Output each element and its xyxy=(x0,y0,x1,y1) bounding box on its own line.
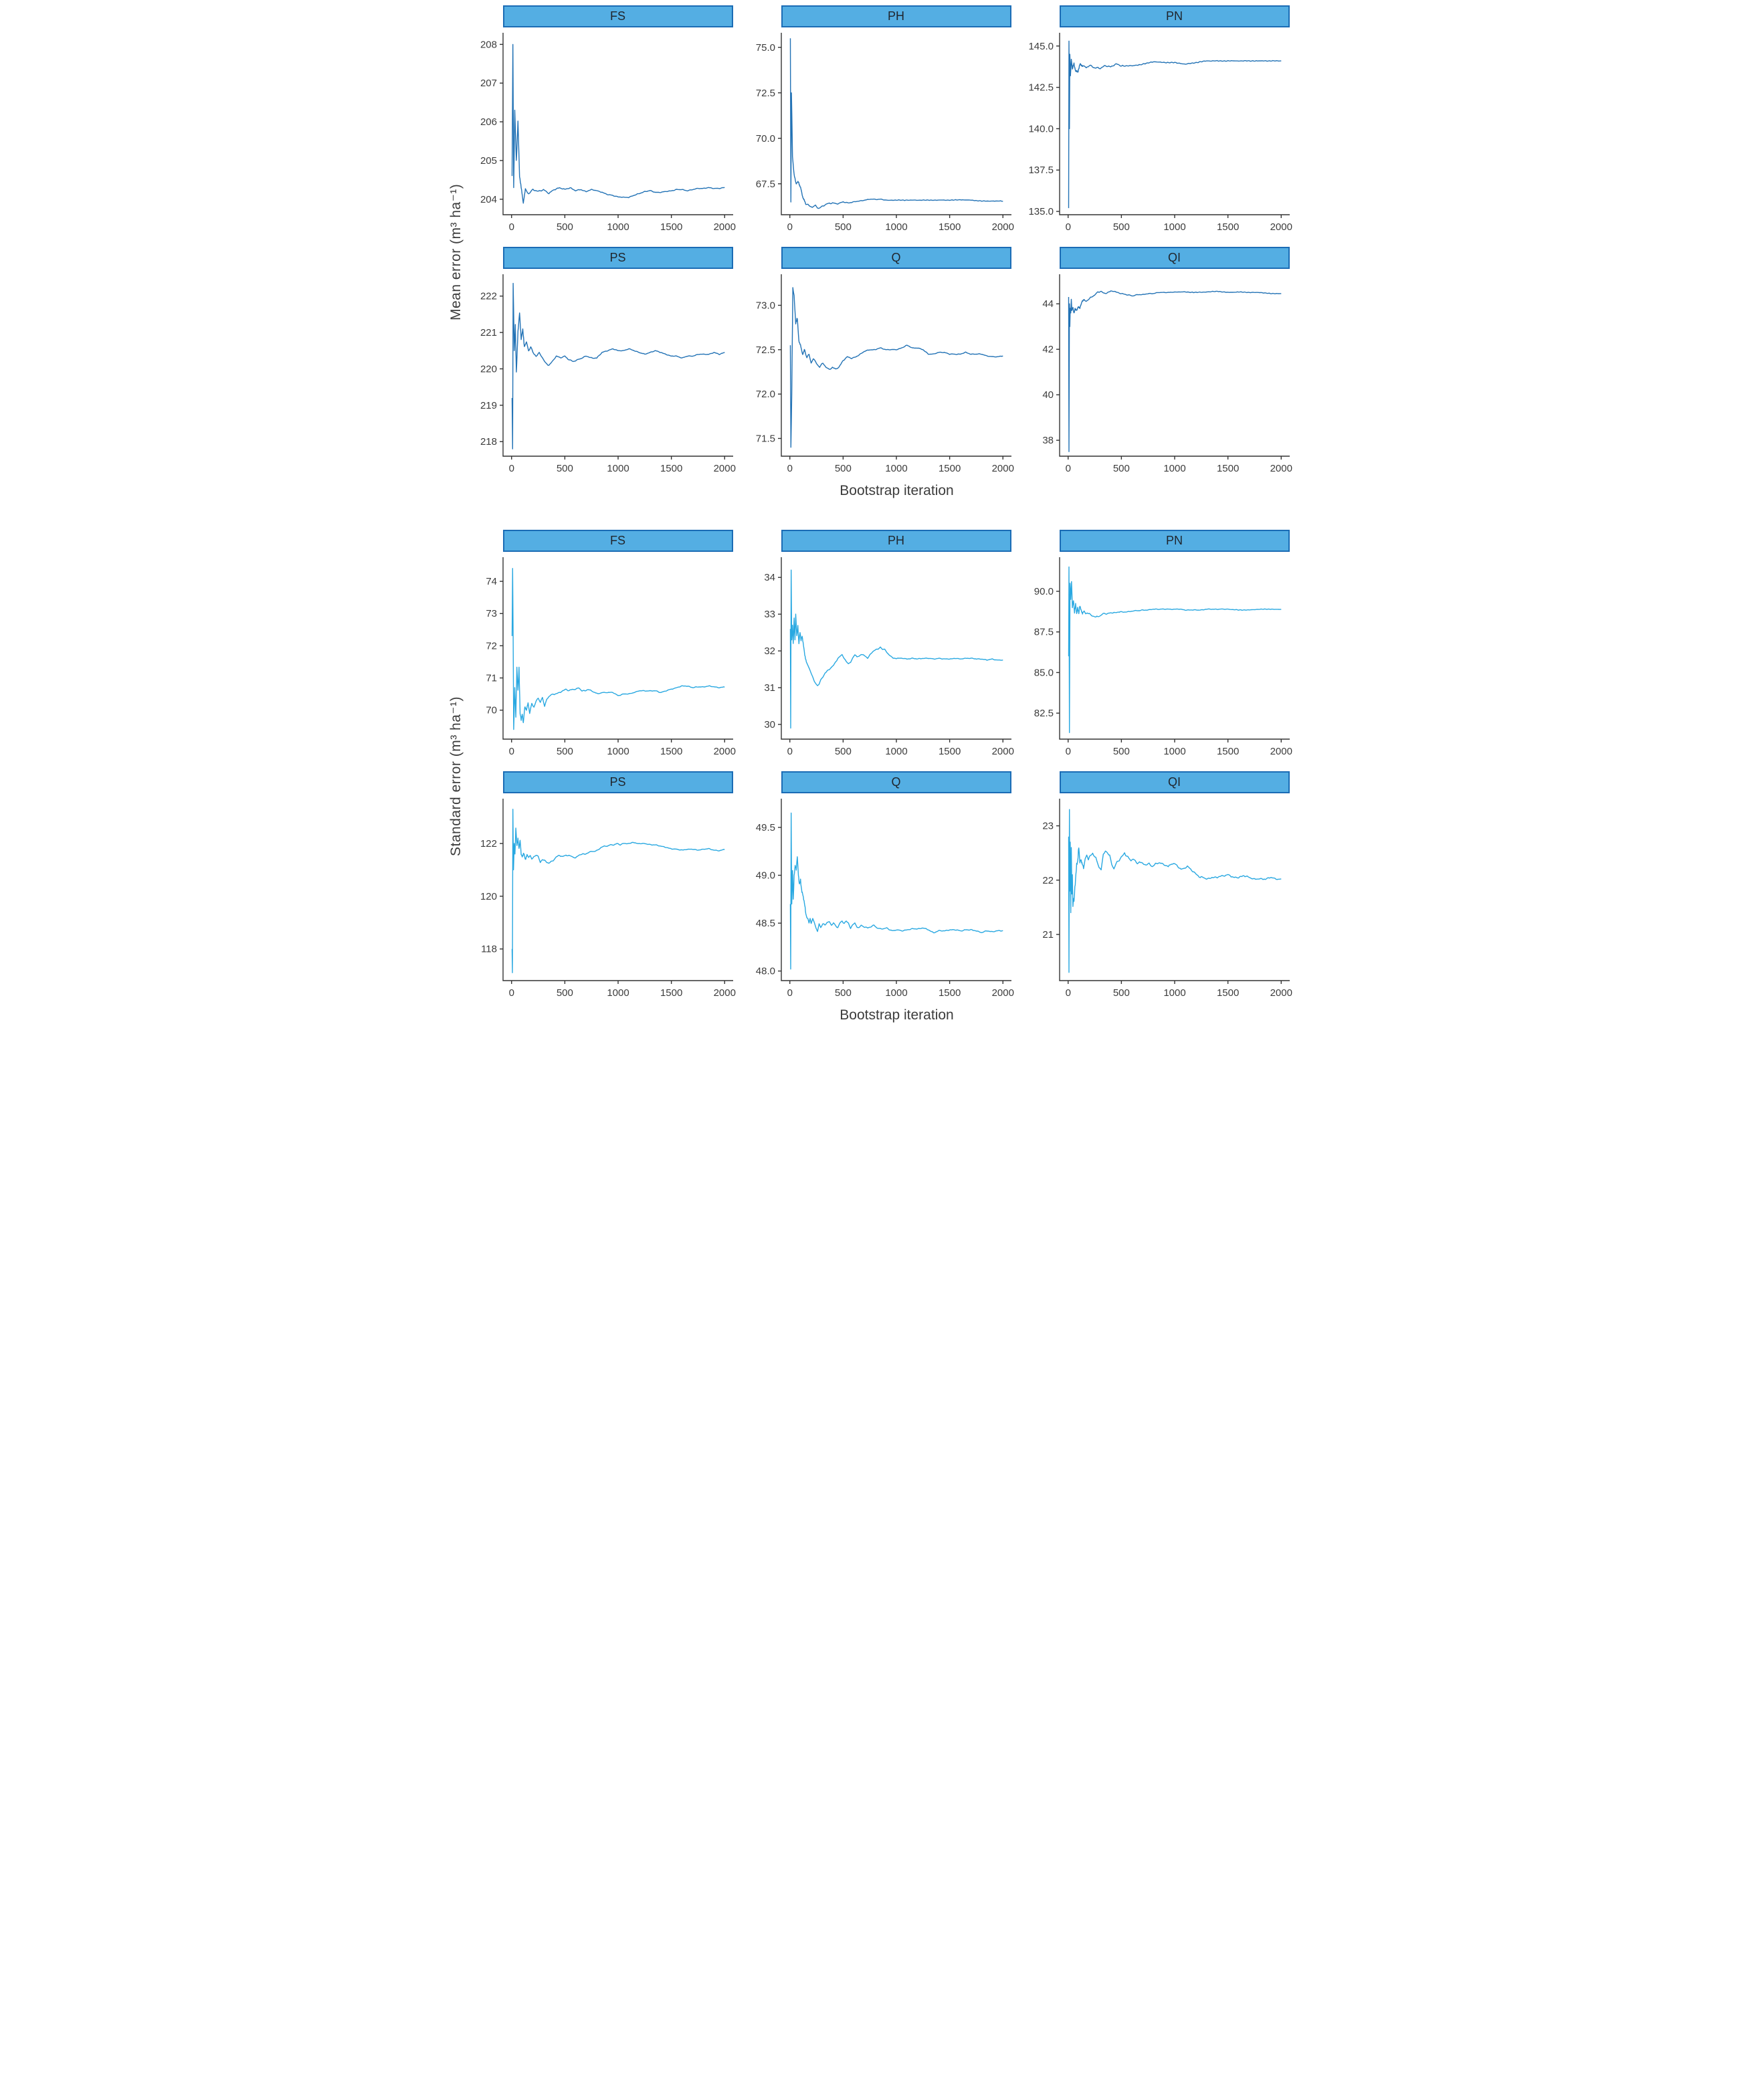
x-tick-label: 1000 xyxy=(884,987,908,999)
y-tick-label: 40 xyxy=(1042,389,1054,401)
x-tick-label: 1500 xyxy=(660,221,682,233)
y-tick-label: 67.5 xyxy=(755,178,775,190)
axis-lines xyxy=(1060,799,1290,981)
x-tick-label: 0 xyxy=(1065,987,1071,999)
facet-panel-pn-mean xyxy=(1027,5,1296,240)
y-tick-label: 30 xyxy=(763,719,775,731)
x-tick-label: 0 xyxy=(508,463,514,474)
facet-strip-label: PH xyxy=(887,9,904,23)
x-tick-label: 0 xyxy=(508,987,514,999)
axis-lines xyxy=(503,799,733,981)
series-line xyxy=(1068,291,1281,452)
x-tick-label: 2000 xyxy=(1270,746,1292,757)
y-tick-label: 206 xyxy=(480,116,497,128)
facet-strip-label: PS xyxy=(609,251,626,264)
y-tick-label: 49.0 xyxy=(755,870,775,882)
facet-plot xyxy=(749,552,1018,765)
facet-grid-mean-error xyxy=(471,5,1323,482)
x-tick-label: 0 xyxy=(787,463,793,474)
x-tick-label: 500 xyxy=(556,746,573,757)
x-tick-label: 1500 xyxy=(1216,463,1239,474)
facet-panel-qi-mean xyxy=(1027,247,1296,482)
axis-lines xyxy=(781,799,1011,981)
y-tick-label: 70 xyxy=(485,704,497,716)
y-tick-label: 48.5 xyxy=(755,918,775,930)
y-tick-label: 33 xyxy=(763,609,775,621)
x-tick-label: 2000 xyxy=(713,987,736,999)
y-tick-label: 72 xyxy=(485,640,497,652)
x-axis-label-standard-error: Bootstrap iteration xyxy=(840,1007,954,1023)
x-tick-label: 500 xyxy=(1112,221,1130,233)
y-tick-label: 75.0 xyxy=(755,41,775,54)
x-tick-label: 0 xyxy=(508,221,514,233)
x-tick-label: 2000 xyxy=(1270,987,1292,999)
x-tick-label: 2000 xyxy=(991,987,1014,999)
y-tick-label: 221 xyxy=(480,327,497,339)
facet-strip-label: QI xyxy=(1167,775,1181,789)
series-line xyxy=(512,569,724,730)
facet-panel-ps-se xyxy=(471,771,740,1006)
facet-plot xyxy=(1027,269,1296,482)
figure-standard-error xyxy=(442,530,1323,1023)
x-tick-label: 1000 xyxy=(884,463,908,474)
facet-strip xyxy=(503,530,733,552)
x-tick-label: 1500 xyxy=(660,746,682,757)
axis-lines xyxy=(781,33,1011,215)
axis-lines xyxy=(503,274,733,456)
x-tick-label: 0 xyxy=(1065,746,1071,757)
facet-grid-standard-error xyxy=(471,530,1323,1006)
facet-plot xyxy=(471,552,740,765)
x-tick-label: 2000 xyxy=(991,221,1014,233)
x-tick-label: 1500 xyxy=(1216,746,1239,757)
x-tick-label: 2000 xyxy=(713,463,736,474)
facet-panel-pn-se xyxy=(1027,530,1296,765)
x-tick-label: 1000 xyxy=(884,746,908,757)
facet-plot xyxy=(749,793,1018,1006)
y-tick-label: 220 xyxy=(480,363,497,375)
facet-plot xyxy=(1027,793,1296,1006)
y-tick-label: 73.0 xyxy=(755,300,775,312)
x-tick-label: 1500 xyxy=(938,987,961,999)
series-line xyxy=(512,809,724,973)
y-tick-label: 205 xyxy=(480,155,497,167)
facet-plot xyxy=(471,27,740,240)
y-tick-label: 21 xyxy=(1042,928,1054,940)
y-tick-label: 22 xyxy=(1042,874,1054,886)
facet-strip xyxy=(781,247,1011,269)
x-tick-label: 500 xyxy=(834,746,852,757)
y-axis-label-standard-error: Standard error (m³ ha⁻¹) xyxy=(448,696,464,857)
facet-strip xyxy=(503,247,733,269)
figure-mean-error xyxy=(442,5,1323,499)
series-line xyxy=(790,288,1003,447)
x-tick-label: 1500 xyxy=(938,746,961,757)
y-tick-label: 82.5 xyxy=(1034,708,1054,720)
x-tick-label: 1000 xyxy=(1163,746,1186,757)
facet-strip xyxy=(503,5,733,27)
facet-plot xyxy=(749,27,1018,240)
facet-strip xyxy=(781,771,1011,793)
y-tick-label: 140.0 xyxy=(1027,123,1054,135)
facet-panel-fs-mean xyxy=(471,5,740,240)
facet-strip-label: PN xyxy=(1165,9,1183,23)
x-tick-label: 2000 xyxy=(713,746,736,757)
x-tick-label: 500 xyxy=(556,987,573,999)
facet-strip xyxy=(1060,247,1290,269)
x-tick-label: 1500 xyxy=(1216,987,1239,999)
x-tick-label: 1000 xyxy=(1163,221,1186,233)
facet-strip-label: Q xyxy=(891,251,901,264)
y-tick-label: 48.0 xyxy=(755,965,775,977)
x-tick-label: 0 xyxy=(787,221,793,233)
axis-lines xyxy=(1060,274,1290,456)
y-tick-label: 32 xyxy=(763,645,775,658)
x-tick-label: 1000 xyxy=(606,221,629,233)
x-tick-label: 2000 xyxy=(713,221,736,233)
y-tick-label: 208 xyxy=(480,39,497,51)
y-tick-label: 135.0 xyxy=(1027,206,1054,218)
facet-strip-label: PH xyxy=(887,534,904,547)
y-tick-label: 222 xyxy=(480,290,497,302)
x-tick-label: 500 xyxy=(1112,746,1130,757)
series-line xyxy=(512,44,724,203)
x-tick-label: 1500 xyxy=(660,987,682,999)
x-tick-label: 1500 xyxy=(660,463,682,474)
axis-lines xyxy=(503,33,733,215)
y-tick-label: 145.0 xyxy=(1027,40,1054,52)
y-tick-label: 72.0 xyxy=(755,389,775,401)
x-tick-label: 1500 xyxy=(1216,221,1239,233)
y-tick-label: 87.5 xyxy=(1034,626,1054,638)
x-tick-label: 500 xyxy=(1112,463,1130,474)
x-tick-label: 2000 xyxy=(1270,463,1292,474)
facet-strip-label: FS xyxy=(609,534,625,547)
x-tick-label: 1000 xyxy=(606,987,629,999)
x-tick-label: 500 xyxy=(556,463,573,474)
facet-strip xyxy=(781,530,1011,552)
x-tick-label: 1000 xyxy=(606,463,629,474)
facet-strip xyxy=(1060,530,1290,552)
axis-lines xyxy=(1060,33,1290,215)
facet-strip xyxy=(1060,771,1290,793)
x-tick-label: 1000 xyxy=(884,221,908,233)
x-axis-label-mean-error: Bootstrap iteration xyxy=(840,483,954,498)
y-tick-label: 120 xyxy=(480,890,497,902)
y-tick-label: 73 xyxy=(485,608,497,620)
series-line xyxy=(1068,41,1281,208)
x-tick-label: 1000 xyxy=(1163,463,1186,474)
facet-panel-ps-mean xyxy=(471,247,740,482)
axis-lines xyxy=(781,274,1011,456)
facet-strip-label: FS xyxy=(609,9,625,23)
facet-panel-qi-se xyxy=(1027,771,1296,1006)
y-tick-label: 72.5 xyxy=(755,344,775,356)
x-tick-label: 1500 xyxy=(938,221,961,233)
y-tick-label: 31 xyxy=(763,682,775,694)
y-tick-label: 34 xyxy=(763,572,775,584)
y-tick-label: 207 xyxy=(480,78,497,90)
facet-panel-ph-se xyxy=(749,530,1018,765)
facet-panel-fs-se xyxy=(471,530,740,765)
facet-plot xyxy=(471,269,740,482)
x-tick-label: 1500 xyxy=(938,463,961,474)
y-tick-label: 71.5 xyxy=(755,433,775,445)
y-tick-label: 70.0 xyxy=(755,132,775,144)
facet-panel-q-se xyxy=(749,771,1018,1006)
y-tick-label: 137.5 xyxy=(1027,165,1054,177)
x-tick-label: 0 xyxy=(787,746,793,757)
facet-strip xyxy=(1060,5,1290,27)
facet-strip xyxy=(503,771,733,793)
y-axis-label-mean-error: Mean error (m³ ha⁻¹) xyxy=(448,183,464,321)
y-tick-label: 219 xyxy=(480,399,497,411)
x-tick-label: 1000 xyxy=(606,746,629,757)
y-tick-label: 74 xyxy=(485,576,497,588)
axis-lines xyxy=(1060,557,1290,739)
x-tick-label: 0 xyxy=(1065,221,1071,233)
facet-strip-label: PN xyxy=(1165,534,1183,547)
x-tick-label: 2000 xyxy=(1270,221,1292,233)
facet-strip-label: Q xyxy=(891,775,901,789)
facet-strip-label: PS xyxy=(609,775,626,789)
facet-plot xyxy=(749,269,1018,482)
y-tick-label: 44 xyxy=(1042,298,1054,310)
y-tick-label: 118 xyxy=(480,943,497,955)
facet-panel-q-mean xyxy=(749,247,1018,482)
series-line xyxy=(790,813,1003,969)
y-tick-label: 142.5 xyxy=(1027,82,1054,94)
x-tick-label: 0 xyxy=(787,987,793,999)
y-tick-label: 49.5 xyxy=(755,821,775,833)
x-tick-label: 1000 xyxy=(1163,987,1186,999)
series-line xyxy=(1068,567,1281,733)
x-tick-label: 500 xyxy=(834,987,852,999)
figure-page xyxy=(442,0,1323,1068)
y-tick-label: 42 xyxy=(1042,344,1054,356)
figure-body-standard-error xyxy=(471,530,1323,1023)
y-tick-label: 23 xyxy=(1042,820,1054,832)
x-tick-label: 2000 xyxy=(991,746,1014,757)
series-line xyxy=(512,284,724,449)
facet-strip xyxy=(781,5,1011,27)
series-line xyxy=(790,570,1003,728)
figure-body-mean-error xyxy=(471,5,1323,499)
series-line xyxy=(1068,809,1281,973)
x-tick-label: 2000 xyxy=(991,463,1014,474)
facet-panel-ph-mean xyxy=(749,5,1018,240)
axis-lines xyxy=(781,557,1011,739)
y-tick-label: 71 xyxy=(485,672,497,684)
y-tick-label: 38 xyxy=(1042,435,1054,447)
facet-strip-label: QI xyxy=(1167,251,1181,264)
x-tick-label: 500 xyxy=(556,221,573,233)
y-tick-label: 90.0 xyxy=(1034,586,1054,597)
facet-plot xyxy=(471,793,740,1006)
x-tick-label: 500 xyxy=(1112,987,1130,999)
x-tick-label: 0 xyxy=(508,746,514,757)
y-tick-label: 72.5 xyxy=(755,87,775,99)
x-tick-label: 0 xyxy=(1065,463,1071,474)
y-tick-label: 122 xyxy=(480,838,497,850)
series-line xyxy=(790,38,1003,208)
y-tick-label: 204 xyxy=(480,193,497,205)
y-tick-label: 218 xyxy=(480,436,497,448)
facet-plot xyxy=(1027,27,1296,240)
x-tick-label: 500 xyxy=(834,221,852,233)
facet-plot xyxy=(1027,552,1296,765)
axis-lines xyxy=(503,557,733,739)
x-tick-label: 500 xyxy=(834,463,852,474)
y-tick-label: 85.0 xyxy=(1034,667,1054,679)
